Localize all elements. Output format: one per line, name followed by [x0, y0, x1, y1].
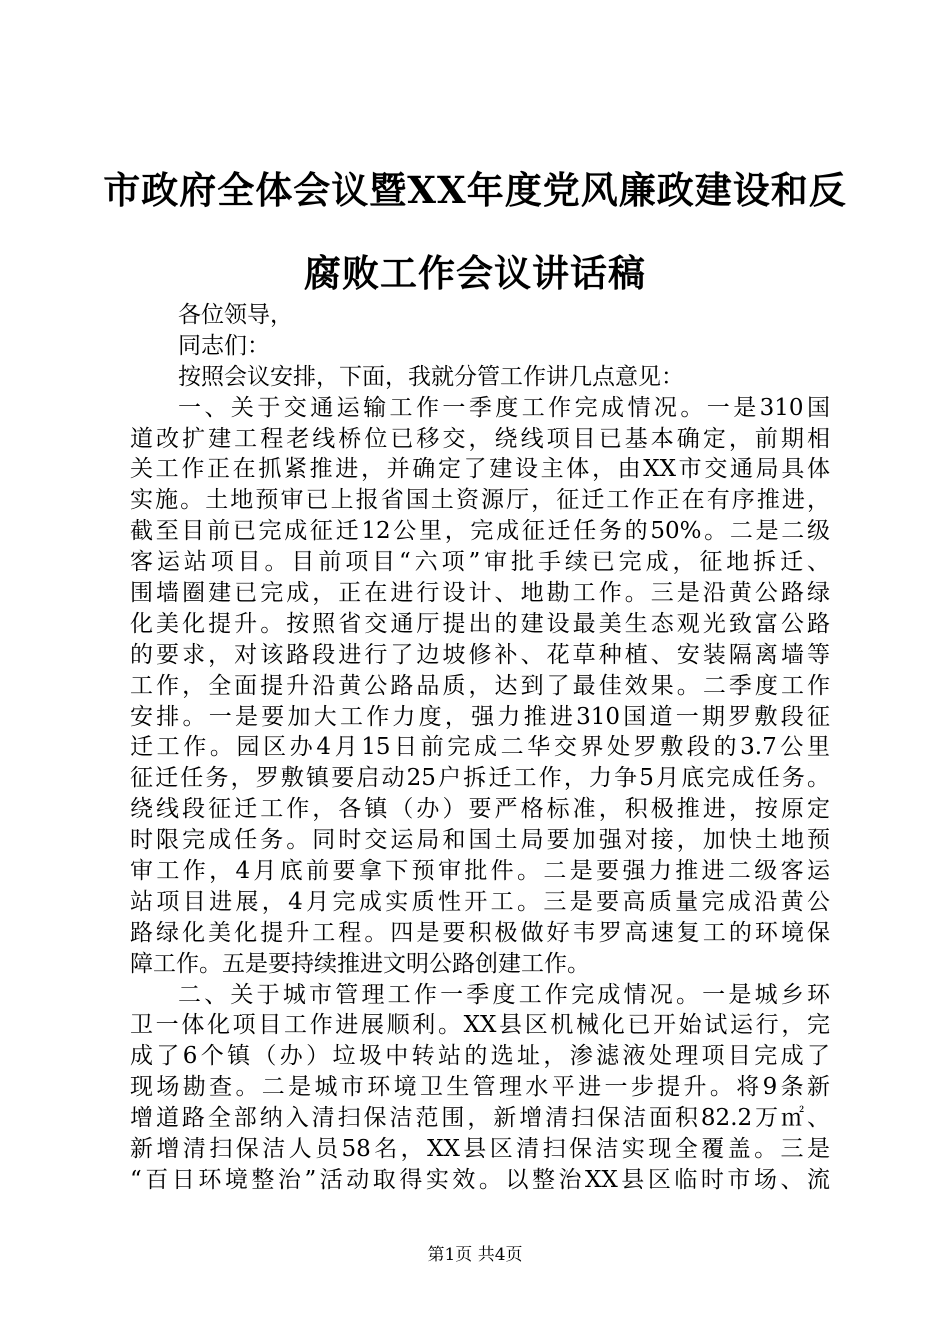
body-line: 一、关于交通运输工作一季度工作完成情况。一是310国 — [178, 394, 830, 421]
document-title-line-1: 市政府全体会议暨XX年度党风廉政建设和反 — [103, 168, 847, 212]
body-line: 客运站项目。目前项目“六项”审批手续已完成，征地拆迁、 — [130, 549, 830, 576]
body-line: 绕线段征迁工作，各镇（办）要严格标准，积极推进，按原定 — [130, 796, 830, 823]
intro-line: 按照会议安排，下面，我就分管工作讲几点意见： — [178, 363, 684, 390]
body-line: 成了6个镇（办）垃圾中转站的选址，渗滤液处理项目完成了 — [130, 1043, 830, 1070]
body-line: 路绿化美化提升工程。四是要积极做好韦罗高速复工的环境保 — [130, 919, 830, 946]
body-line: 围墙圈建已完成，正在进行设计、地勘工作。三是沿黄公路绿 — [130, 580, 830, 607]
body-line: 关工作正在抓紧推进，并确定了建设主体，由XX市交通局具体 — [130, 456, 830, 483]
body-line: 工作，全面提升沿黄公路品质，达到了最佳效果。二季度工作 — [130, 672, 830, 699]
salutation-comrades: 同志们： — [178, 332, 270, 359]
body-line: 现场勘查。二是城市环境卫生管理水平进一步提升。将9条新 — [130, 1074, 830, 1101]
body-line: “百日环境整治”活动取得实效。以整治XX县区临时市场、流 — [130, 1166, 830, 1193]
body-line: 二、关于城市管理工作一季度工作完成情况。一是城乡环 — [178, 981, 830, 1008]
body-line: 卫一体化项目工作进展顺利。XX县区机械化已开始试运行，完 — [130, 1012, 830, 1039]
body-line: 化美化提升。按照省交通厅提出的建设最美生态观光致富公路 — [130, 610, 830, 637]
document-body — [130, 300, 830, 1196]
body-line: 征迁任务，罗敷镇要启动25户拆迁工作，力争5月底完成任务。 — [130, 765, 830, 792]
body-line: 站项目进展，4月完成实质性开工。三是要高质量完成沿黄公 — [130, 888, 830, 915]
body-line: 迁工作。园区办4月15日前完成二华交界处罗敷段的3.7公里 — [130, 734, 830, 761]
page-number-footer: 第1页 共4页 — [427, 1245, 523, 1265]
body-line: 道改扩建工程老线桥位已移交，绕线项目已基本确定，前期相 — [130, 425, 830, 452]
body-line: 截至目前已完成征迁12公里，完成征迁任务的50%。二是二级 — [130, 518, 830, 545]
body-line: 增道路全部纳入清扫保洁范围，新增清扫保洁面积82.2万㎡、 — [130, 1105, 830, 1132]
salutation-leaders: 各位领导， — [178, 302, 293, 328]
body-line: 实施。土地预审已上报省国土资源厅，征迁工作正在有序推进， — [130, 487, 830, 514]
body-line: 时限完成任务。同时交运局和国土局要加强对接，加快土地预 — [130, 827, 830, 854]
body-line: 审工作，4月底前要拿下预审批件。二是要强力推进二级客运 — [130, 858, 830, 885]
body-line: 的要求，对该路段进行了边坡修补、花草种植、安装隔离墙等 — [130, 641, 830, 668]
document-title-line-2: 腐败工作会议讲话稿 — [304, 251, 646, 295]
body-line: 新增清扫保洁人员58名，XX县区清扫保洁实现全覆盖。三是 — [130, 1136, 830, 1163]
body-line: 障工作。五是要持续推进文明公路创建工作。 — [130, 950, 590, 977]
body-line: 安排。一是要加大工作力度，强力推进310国道一期罗敷段征 — [130, 703, 830, 730]
